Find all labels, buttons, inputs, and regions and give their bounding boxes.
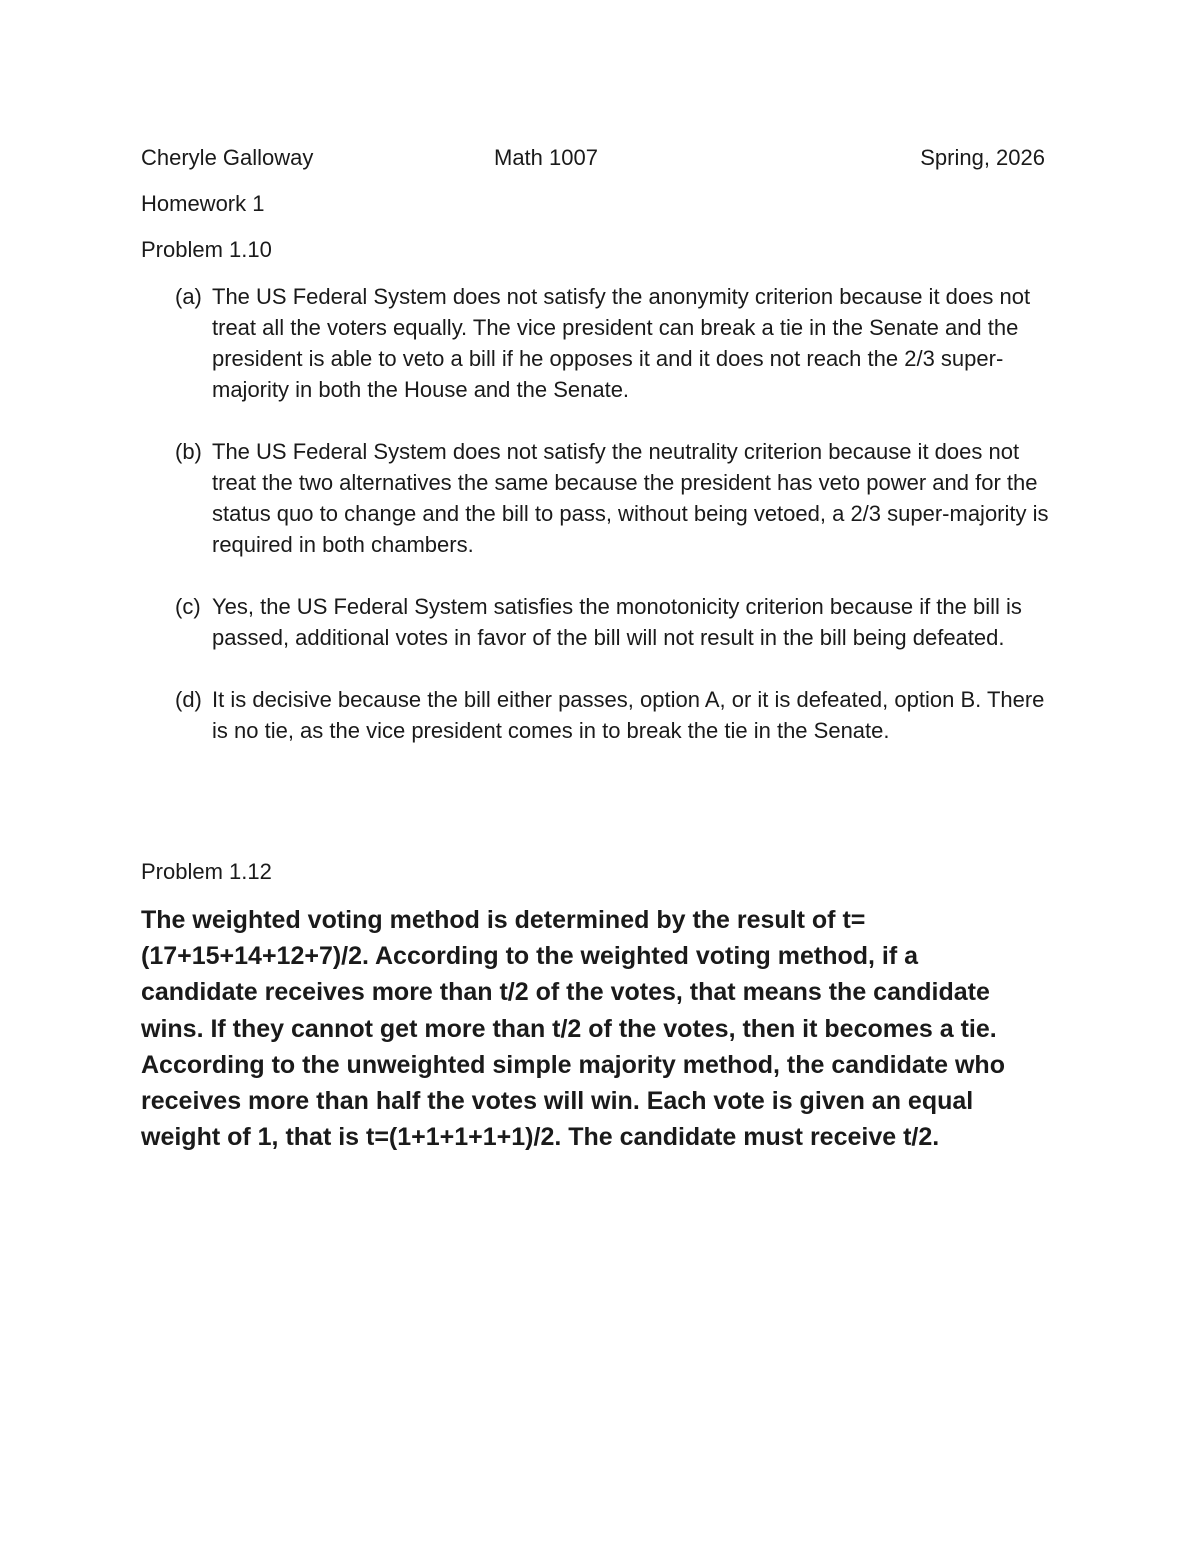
student-name: Cheryle Galloway <box>141 145 314 170</box>
item-marker: (a) <box>175 284 202 309</box>
problem-1-10-answers <box>175 281 1065 777</box>
item-text: The US Federal System does not satisfy the anonymity criterion because it does not treat all the voters equally. The vice president can break a tie in the Senate and the president is able to veto a bill if he opposes it and it does not reach the 2/3 super-majority in both the House and the Senate. <box>212 284 1031 402</box>
item-marker: (d) <box>175 687 202 712</box>
problem-1-12-title: Problem 1.12 <box>141 859 272 884</box>
problem-1-12-answer: The weighted voting method is determined by the result of t=(17+15+14+12+7)/2. According to the weighted voting method, if a candidate receives more than t/2 of the votes, that means the candidate wins. If they cannot get more than t/2 of the votes, then it becomes a tie. According to the unweighted simple majority method, the candidate who receives more than half the votes will win. Each vote is given an equal weight of 1, that is t=(1+1+1+1+1)/2. The candidate must receive t/2. <box>141 906 1005 1152</box>
answer-item-b <box>175 436 1065 560</box>
item-text: It is decisive because the bill either passes, option A, or it is defeated, option B. There is no tie, as the vice president comes in to break the tie in the Senate. <box>212 687 1045 743</box>
document-header <box>141 143 1045 173</box>
answer-item-d <box>175 684 1065 746</box>
answer-item-a <box>175 281 1065 405</box>
answer-item-c <box>175 591 1065 653</box>
homework-title: Homework 1 <box>141 191 265 216</box>
problem-1-10-title: Problem 1.10 <box>141 237 272 262</box>
item-marker: (b) <box>175 439 202 464</box>
item-text: The US Federal System does not satisfy the neutrality criterion because it does not treat the two alternatives the same because the president has veto power and for the status quo to change and the bill to pass, without being vetoed, a 2/3 super-majority is required in both chambers. <box>212 439 1049 557</box>
item-marker: (c) <box>175 594 201 619</box>
course-name: Math 1007 <box>494 145 598 170</box>
term: Spring, 2026 <box>920 145 1045 170</box>
item-text: Yes, the US Federal System satisfies the monotonicity criterion because if the bill is passed, additional votes in favor of the bill will not result in the bill being defeated. <box>212 594 1022 650</box>
